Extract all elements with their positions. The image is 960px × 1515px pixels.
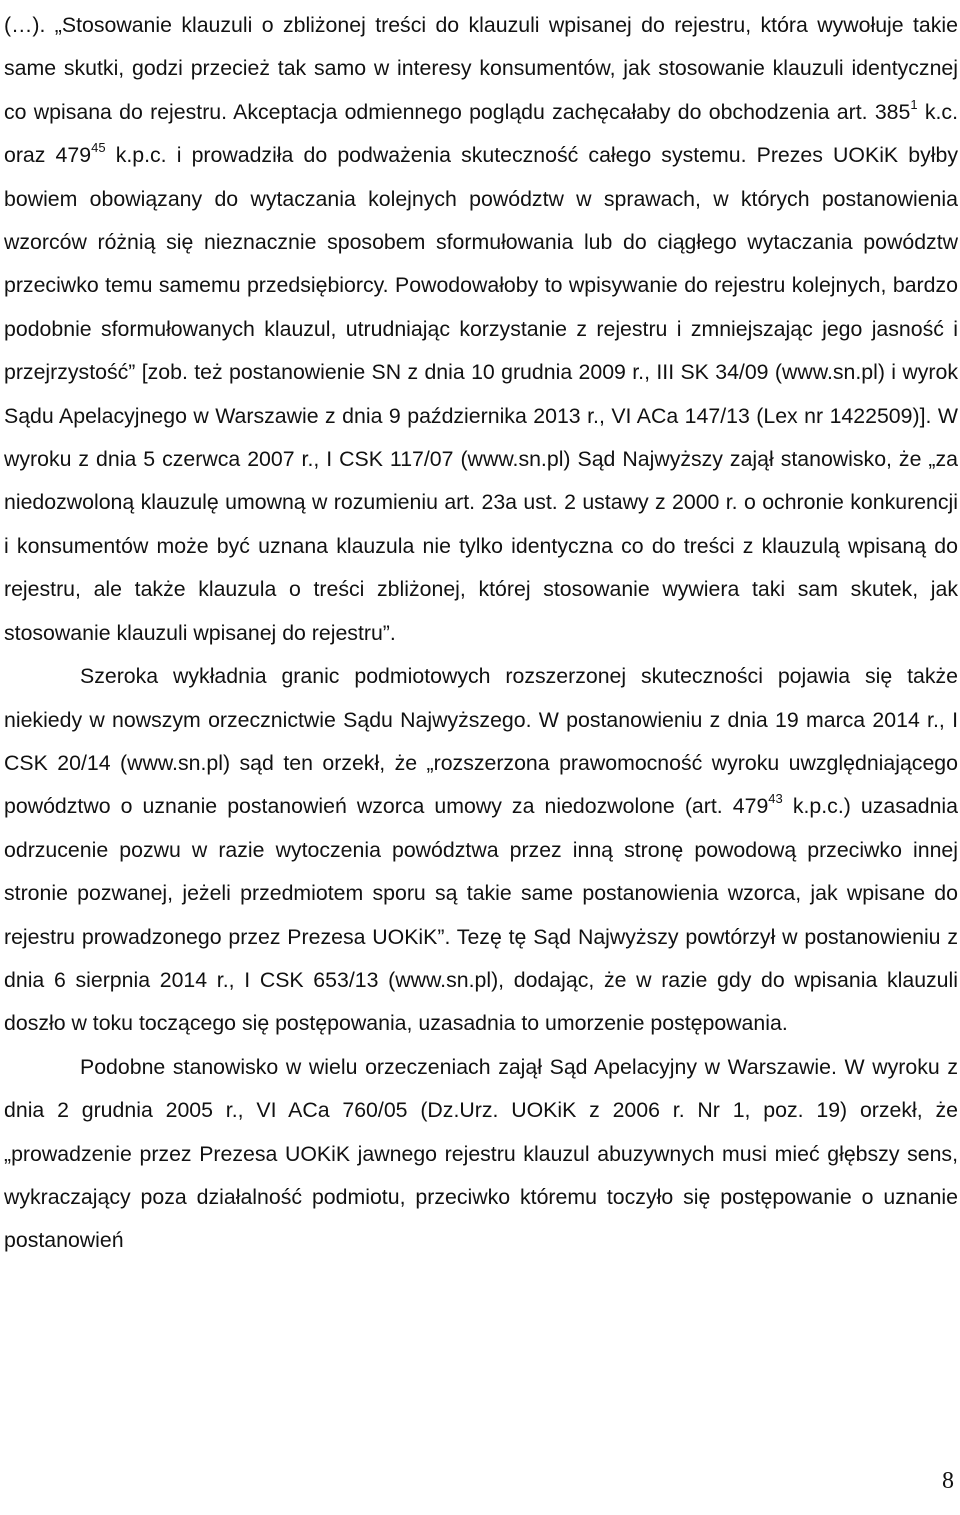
superscript: 43 (768, 791, 783, 807)
paragraph-2 (4, 655, 958, 1046)
document-page (4, 4, 958, 1263)
text-run: k.p.c. i prowadziła do podważenia skuteczność całego systemu. Prezes UOKiK byłby bowiem obowiązany do wytaczania kolejnych powództw w sprawach, w których postanowienia wzorców różnią się nieznacznie sposobem sformułowania lub do ciągłego wytaczania powództw przeciwko temu samemu przedsiębiorcy. Powodowałoby to wpisywanie do rejestru kolejnych, bardzo podobnie sformułowanych klauzul, utrudniając korzystanie z rejestru i zmniejszając jego jasność i przejrzystość” [zob. też postanowienie SN z dnia 10 grudnia 2009 r., III SK 34/09 (www.sn.pl) i wyrok Sądu Apelacyjnego w Warszawie z dnia 9 października 2013 r., VI ACa 147/13 (Lex nr 1422509)]. W wyroku z dnia 5 czerwca 2007 r., I CSK 117/07 (www.sn.pl) Sąd Najwyższy zajął stanowisko, że „za niedozwoloną klauzulę umowną w rozumieniu art. 23a ust. 2 ustawy z 2000 r. o ochronie konkurencji i konsumentów może być uznana klauzula nie tylko identyczna co do treści z klauzulą wpisaną do rejestru, ale także klauzula o treści zbliżonej, której stosowanie wywiera taki sam skutek, jak stosowanie klauzuli wpisanej do rejestru”. (4, 143, 958, 645)
text-run: k.c. oraz 479 (4, 99, 958, 168)
text-run: k.p.c.) uzasadnia odrzucenie pozwu w razie wytoczenia powództwa przez inną stronę powodową przeciwko innej stronie pozwanej, jeżeli przedmiotem sporu są takie same postanowienia wzorca, jak wpisane do rejestru prowadzonego przez Prezesa UOKiK”. Tezę tę Sąd Najwyższy powtórzył w postanowieniu z dnia 6 sierpnia 2014 r., I CSK 653/13 (www.sn.pl), dodając, że w razie gdy do wpisania klauzuli doszło w toku toczącego się postępowania, uzasadnia to umorzenie postępowania. (4, 794, 958, 1036)
text-run: Podobne stanowisko w wielu orzeczeniach zajął Sąd Apelacyjny w Warszawie. W wyroku z dnia 2 grudnia 2005 r., VI ACa 760/05 (Dz.Urz. UOKiK z 2006 r. Nr 1, poz. 19) orzekł, że „prowadzenie przez Prezesa UOKiK jawnego rejestru klauzul abuzywnych musi mieć głębszy sens, wykraczający poza działalność podmiotu, przeciwko któremu toczyło się postępowanie o uznanie postanowień (4, 1054, 958, 1253)
paragraph-1 (4, 4, 958, 655)
paragraph-3 (4, 1046, 958, 1263)
page-number: 8 (942, 1468, 954, 1494)
superscript: 1 (910, 96, 918, 112)
superscript: 45 (91, 140, 106, 156)
text-run: (…). „Stosowanie klauzuli o zbliżonej treści do klauzuli wpisanej do rejestru, która wywołuje takie same skutki, godzi przecież tak samo w interesy konsumentów, jak stosowanie klauzuli identycznej co wpisana do rejestru. Akceptacja odmiennego poglądu zachęcałaby do obchodzenia art. 385 (4, 13, 958, 124)
text-run: Szeroka wykładnia granic podmiotowych rozszerzonej skuteczności pojawia się także niekiedy w nowszym orzecznictwie Sądu Najwyższego. W postanowieniu z dnia 19 marca 2014 r., I CSK 20/14 (www.sn.pl) sąd ten orzekł, że „rozszerzona prawomocność wyroku uwzględniającego powództwo o uznanie postanowień wzorca umowy za niedozwolone (art. 479 (4, 664, 958, 819)
